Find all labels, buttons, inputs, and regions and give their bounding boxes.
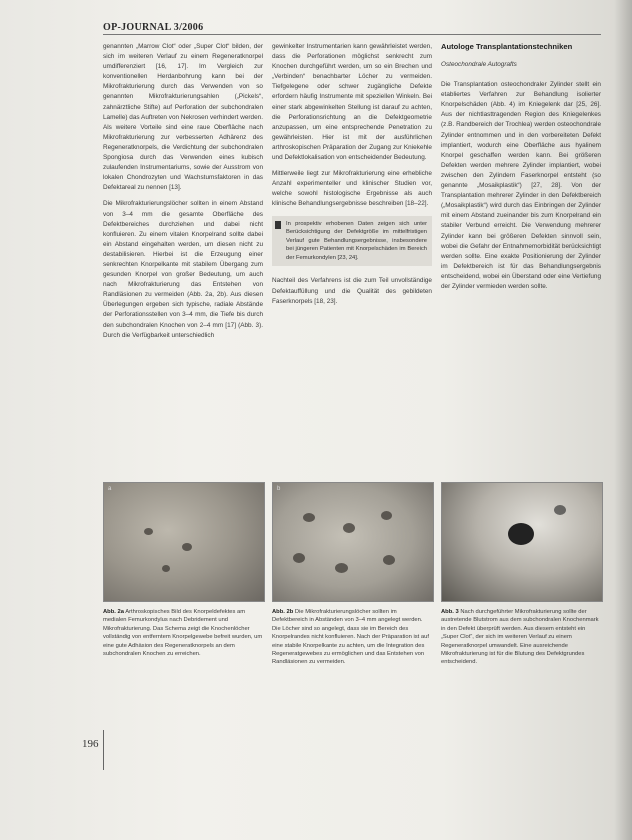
paragraph: Mittlerweile liegt zur Mikrofrakturierung eine erhebliche Anzahl experimenteller und klinischer Studien vor, welche sowohl histologische Ergebnisse als auch klinische Behandlungsergebnisse beschreiben [18–22].: [272, 170, 432, 208]
caption-text: Arthroskopisches Bild des Knorpeldefektes am medialen Femurkondylus nach Debridement und Mikrofrakturierung. Das Schema zeigt die Knochenlöcher vollständig von entferntem Knorpelgewebe befreit wurden, um eine gute Adhäsion des Regeneratknorpels an dem subchondralen Knochen zu erreichen.: [103, 609, 263, 658]
caption-text: Die Mikrofrakturierungslöcher sollten im Defektbereich in Abständen von 3–4 mm angelegt werden. Die Löcher sind so angelegt, dass sie im Bereich des Knorpelrandes nicht konfluieren. Nach der Präparation ist auf eine stabile Knorpelkante zu achten, um die Integration des Regeneratgewebes zu ermöglichen und das Entstehen von Randläsionen zu vermeiden.: [272, 609, 429, 666]
figure-caption: [272, 608, 432, 667]
microfracture-hole-icon: [144, 528, 153, 535]
binding-shadow: [614, 0, 632, 840]
text-column-1: [103, 42, 263, 472]
caption-ref: Abb. 3: [441, 609, 459, 615]
caption-ref: Abb. 2a: [103, 609, 124, 615]
figure-2b-photo: [272, 482, 434, 602]
microfracture-hole-icon: [303, 513, 315, 522]
caption-ref: Abb. 2b: [272, 609, 294, 615]
text-column-3: [441, 42, 601, 482]
microfracture-hole-icon: [343, 523, 355, 533]
bleeding-hole-icon: [554, 505, 566, 515]
text-column-2: [272, 42, 432, 482]
microfracture-hole-icon: [335, 563, 348, 573]
figure-label: a: [108, 486, 112, 492]
header-rule: [103, 34, 601, 35]
page-number: 196: [82, 738, 99, 750]
figure-label: b: [277, 486, 281, 492]
section-title: Autologe Transplantationstechniken: [441, 42, 573, 51]
figure-caption: [103, 608, 263, 658]
figure-caption: [441, 608, 601, 667]
microfracture-hole-icon: [293, 553, 305, 563]
highlight-box-text: In prospektiv erhobenen Daten zeigen sich unter Berücksichtigung der Defektgröße im mittelfristigen Verlauf gute Behandlungsergebnisse, insbesondere bei jüngeren Patienten mit Knorpelschäden im Bereich der Femurkondylen [23, 24].: [286, 220, 427, 261]
paragraph: genannten „Marrow Clot“ oder „Super Clot“ bilden, der sich im weiteren Verlauf zu einem Regeneratknorpel umdifferenziert [16, 17]. Im Vergleich zur konventionellen Herdanbohrung kann bei der Mikrofrakturierung durch das Verwenden von so genannten Mikrofrakturierungsahlen („Pickels“, zahnärztliche Stifte) auf Perforation der subchondralen Lamelle) das Auftreten von Nekrosen verhindert werden. Als weitere Vorteile sind eine raue Oberfläche nach Mikrofrakturierung zur verbesserten Adhärenz des Regeneratknorpels, die Verdichtung der subchondralen Spongiosa durch das Verwenden eines kubisch zulaufenden Instrumentariums, sowie der Ausstrom von lokalen Chondrozyten und Wachstumsfaktoren in das Defektareal zu nennen [13].: [103, 43, 263, 192]
figure-3-photo: [441, 482, 603, 602]
footer-rule: [103, 730, 104, 770]
section-subtitle: Osteochondrale Autografts: [441, 61, 517, 68]
microfracture-hole-icon: [381, 511, 392, 520]
paragraph: gewinkelter Instrumentarien kann gewährleistet werden, dass die Perforationen möglichst senkrecht zum Knochen durchgeführt werden, um so ein Brechen und „Verbinden“ benachbarter Löcher zu vermeiden. Tiefgelegene oder schwer zugängliche Defekte erfordern häufig Instrumente mit speziellen Winkeln. Bei einer stark abgewinkelten Stellung ist darauf zu achten, die Perforationsrichtung an die Defektgeometrie anzupassen, um eine entsprechende Penetration zu gewährleisten. Hier ist mit der ausführlichen arthroskopischen Präparation der Zugang zur Kniekehle und Defektlokalisation von entscheidender Bedeutung.: [272, 43, 432, 162]
microfracture-hole-icon: [383, 555, 395, 565]
microfracture-hole-icon: [182, 543, 192, 551]
caption-text: Nach durchgeführter Mikrofrakturierung sollte der austretende Blutstrom aus dem subchondralen Knochenmark in den Defekt überprüft werden. Aus diesem entsteht ein „Super Clot“, der sich im weiteren Verlauf zu einem Regeneratknorpel umwandelt. Eine ausreichende Mikrofrakturierung ist für die Blutung des Defektgrundes entscheidend.: [441, 609, 599, 666]
highlight-box: [272, 216, 432, 267]
journal-header: OP-JOURNAL 3/2006: [103, 22, 204, 33]
paragraph: Die Transplantation osteochondraler Zylinder stellt ein etabliertes Verfahren zur Behandlung isolierter Knorpelschäden (Abb. 4) im Kniegelenk dar [25, 26]. Aus der nichtlasttragenden Region des Kniegelenkes (z.B. Randbereich der Trochlea) werden osteochondrale Zylinder entnommen und in den vorbereiteten Defekt implantiert, wodurch eine Oberfläche aus hyalinem Knorpel geschaffen werden kann. Bei größeren Defekten werden mehrere Zylinder implantiert, wobei zwischen den Zylindern Faserknorpel entsteht (so genannte „Mosaikplastik“) [27, 28]. Von der Transplantation mehrerer Zylinder in den Defektbereich („Mosaikplastik“) wird durch das Einbringen der Zylinder mit einem Abstand zueinander bis zum Knorpelrand ein stabiler Verbund erreicht. Die Verwendung mehrerer Zylinder kann bei größeren Defekten sinnvoll sein, wobei die Gefahr der Entnahmemorbidität berücksichtigt werden sollte. Eine exakte Positionierung der Zylinder im Defektbereich ist für das Behandlungsergebnis entscheidend, wobei ein Überstand oder eine Vertiefung der Zylinder vermieden werden sollte.: [441, 81, 601, 290]
bleeding-hole-icon: [508, 523, 534, 545]
box-marker-icon: [275, 221, 281, 229]
paragraph: Die Mikrofrakturierungslöcher sollten in einem Abstand von 3–4 mm die gesamte Oberfläche des Defektbereiches durchziehen und dabei nicht konfluieren. Zu einem vitalen Knorpelrand sollte dabei ein Abstand eingehalten werden, um diesen nicht zu destabilisieren. Hierbei ist die Erzeugung einer senkrechten Knorpelkante mit stabilem Übergang zum gesunden Knorpel von großer Bedeutung, um auch nach Mikrofrakturierung das Entstehen von Randläsionen zu vermeiden (Abb. 2a, 2b). Aus diesen Überlegungen ergeben sich typische, radiale Abstände der Perforationsstellen von 3–4 mm, die Tiefe bis durch den subchondralen Knochen von 2–4 mm [17] (Abb. 3). Durch die Verfügbarkeit unterschiedlich: [103, 200, 263, 339]
microfracture-hole-icon: [162, 565, 170, 572]
figure-2a-photo: [103, 482, 265, 602]
paragraph: Nachteil des Verfahrens ist die zum Teil unvollständige Defektauffüllung und die Qualität des gebildeten Faserknorpels [18, 23].: [272, 277, 432, 305]
